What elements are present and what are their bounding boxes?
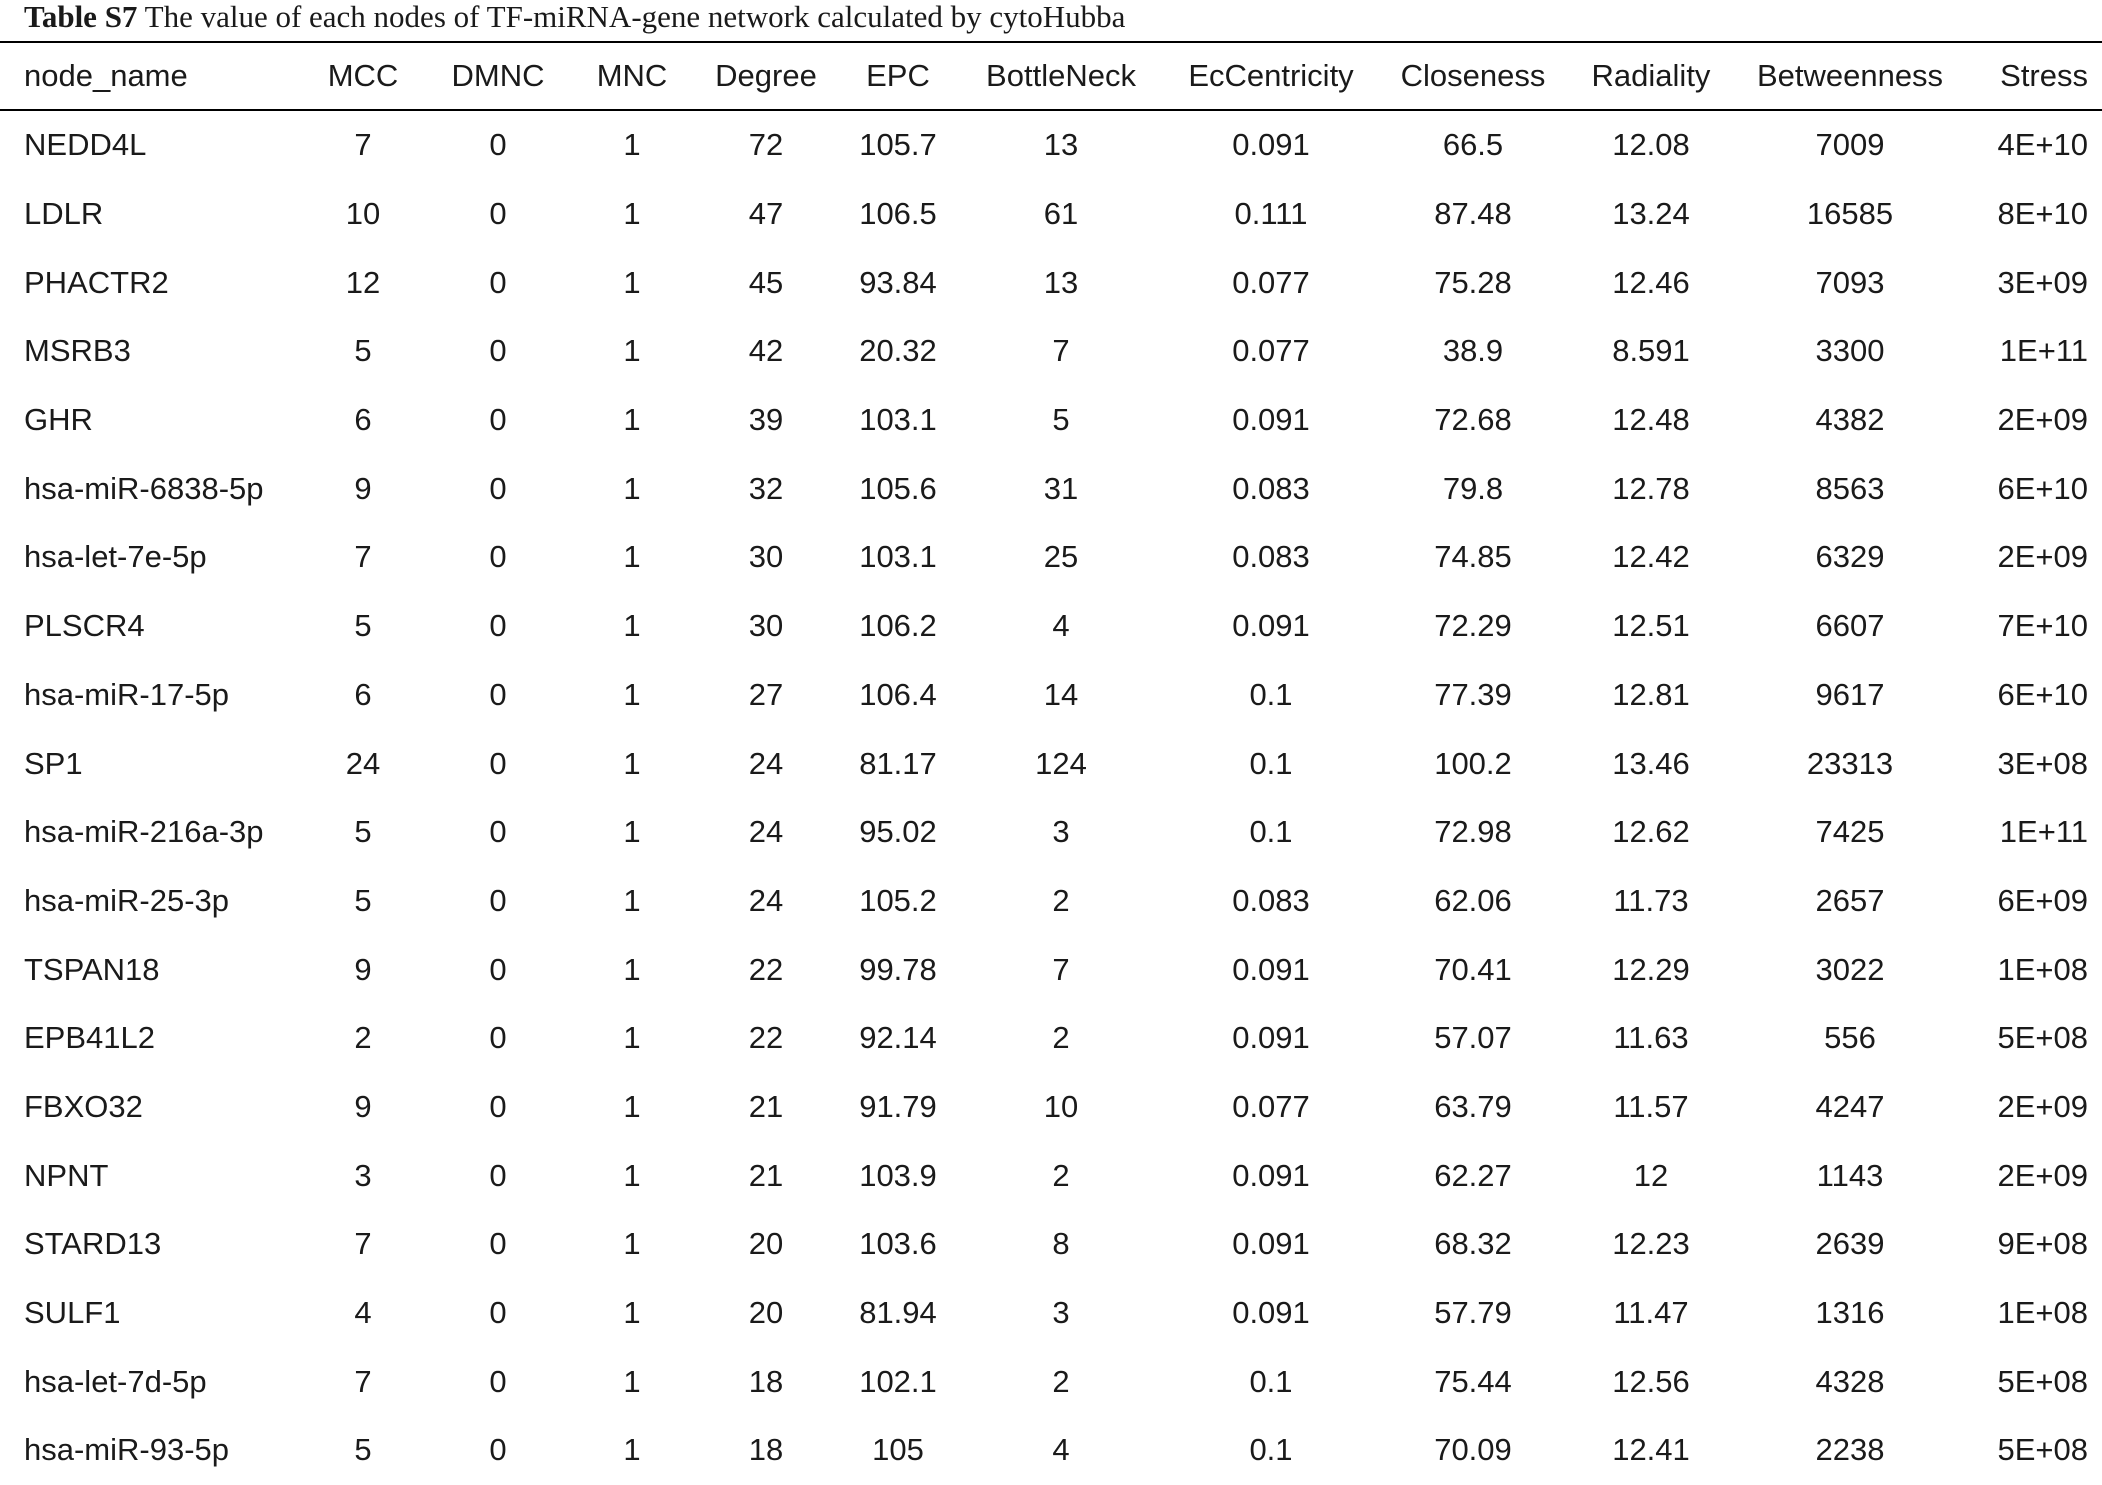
cell-node-name: GHR	[24, 402, 93, 438]
table-row	[0, 935, 2102, 1004]
cell-mnc: 1	[623, 196, 641, 232]
table-row	[0, 592, 2102, 661]
column-header-stress: Stress	[2000, 58, 2088, 93]
cell-radiality: 12.29	[1612, 951, 1690, 987]
cell-closeness: 70.41	[1434, 951, 1512, 987]
cell-node-name: STARD13	[24, 1226, 162, 1262]
column-header-eccentricity: EcCentricity	[1188, 58, 1354, 93]
cell-eccentricity: 0.091	[1232, 402, 1310, 438]
cell-mcc: 6	[354, 676, 372, 712]
cell-bottleneck: 61	[1043, 196, 1079, 232]
cell-closeness: 70.09	[1434, 1432, 1512, 1468]
cell-closeness: 79.8	[1442, 470, 1504, 506]
table-row	[0, 867, 2102, 936]
cell-mcc: 5	[354, 608, 372, 644]
cell-radiality: 12.42	[1612, 539, 1690, 575]
cell-closeness: 62.27	[1434, 1157, 1512, 1193]
cell-eccentricity: 0.1	[1249, 814, 1293, 850]
cell-degree: 18	[748, 1432, 784, 1468]
cell-eccentricity: 0.1	[1249, 1363, 1293, 1399]
table-row	[0, 1347, 2102, 1416]
cell-epc: 105.7	[859, 127, 937, 163]
cell-closeness: 63.79	[1434, 1088, 1512, 1124]
cell-dmnc: 0	[489, 608, 507, 644]
cell-betweenness: 8563	[1815, 470, 1885, 506]
cell-closeness: 87.48	[1434, 196, 1512, 232]
cell-mcc: 7	[354, 127, 372, 163]
cell-bottleneck: 2	[1052, 1157, 1070, 1193]
cell-stress: 5E+08	[1997, 1432, 2088, 1468]
cell-node-name: PHACTR2	[24, 264, 169, 300]
cell-epc: 93.84	[859, 264, 937, 300]
cell-mnc: 1	[623, 814, 641, 850]
cell-stress: 1E+11	[1999, 814, 2088, 850]
cell-radiality: 12	[1633, 1157, 1669, 1193]
cell-bottleneck: 5	[1052, 402, 1070, 438]
cell-stress: 6E+10	[1997, 470, 2088, 506]
cell-degree: 45	[748, 264, 784, 300]
cell-degree: 30	[748, 539, 784, 575]
cell-dmnc: 0	[489, 1020, 507, 1056]
cell-radiality: 13.24	[1612, 196, 1690, 232]
cell-radiality: 12.41	[1612, 1432, 1690, 1468]
cell-betweenness: 1143	[1816, 1157, 1884, 1193]
cell-mnc: 1	[623, 127, 641, 163]
cell-mcc: 4	[354, 1295, 372, 1331]
cell-mnc: 1	[623, 745, 641, 781]
cell-epc: 106.2	[859, 608, 937, 644]
cell-bottleneck: 3	[1052, 1295, 1070, 1331]
cell-dmnc: 0	[489, 127, 507, 163]
table-row	[0, 386, 2102, 455]
cell-mcc: 5	[354, 333, 372, 369]
cell-eccentricity: 0.1	[1249, 745, 1293, 781]
cell-radiality: 11.63	[1613, 1020, 1689, 1056]
cell-dmnc: 0	[489, 402, 507, 438]
cell-radiality: 12.62	[1612, 814, 1690, 850]
cell-eccentricity: 0.1	[1249, 1432, 1293, 1468]
cell-degree: 21	[748, 1088, 784, 1124]
cell-betweenness: 6329	[1815, 539, 1885, 575]
cell-dmnc: 0	[489, 1088, 507, 1124]
cell-bottleneck: 4	[1052, 1432, 1070, 1468]
cell-closeness: 38.9	[1442, 333, 1504, 369]
cell-mcc: 7	[354, 1226, 372, 1262]
cell-degree: 39	[748, 402, 784, 438]
cell-epc: 103.6	[859, 1226, 937, 1262]
cell-degree: 30	[748, 608, 784, 644]
cell-bottleneck: 8	[1052, 1226, 1070, 1262]
cell-eccentricity: 0.091	[1232, 1295, 1310, 1331]
cell-epc: 95.02	[859, 814, 937, 850]
column-header-radiality: Radiality	[1591, 58, 1711, 93]
cell-closeness: 77.39	[1434, 676, 1512, 712]
cell-epc: 105	[872, 1432, 924, 1468]
cell-epc: 103.1	[859, 402, 937, 438]
cell-closeness: 66.5	[1442, 127, 1504, 163]
cell-dmnc: 0	[489, 470, 507, 506]
cell-radiality: 11.73	[1613, 882, 1689, 918]
column-header-bottleneck: BottleNeck	[986, 58, 1136, 93]
cell-mcc: 24	[345, 745, 381, 781]
cell-stress: 1E+08	[1997, 951, 2088, 987]
cell-radiality: 13.46	[1612, 745, 1690, 781]
cell-closeness: 57.79	[1434, 1295, 1512, 1331]
cell-betweenness: 2639	[1815, 1226, 1885, 1262]
cell-node-name: MSRB3	[24, 333, 131, 369]
cell-radiality: 12.78	[1612, 470, 1690, 506]
cell-mcc: 5	[354, 1432, 372, 1468]
cell-dmnc: 0	[489, 1157, 507, 1193]
cell-mnc: 1	[623, 470, 641, 506]
cell-betweenness: 4382	[1815, 402, 1885, 438]
cell-closeness: 57.07	[1434, 1020, 1512, 1056]
table-row	[0, 454, 2102, 523]
cell-closeness: 74.85	[1434, 539, 1512, 575]
table-row	[0, 1141, 2102, 1210]
cell-node-name: NPNT	[24, 1157, 109, 1193]
cell-eccentricity: 0.083	[1232, 539, 1310, 575]
cell-epc: 91.79	[859, 1088, 937, 1124]
cell-bottleneck: 2	[1052, 882, 1070, 918]
cell-betweenness: 3300	[1815, 333, 1885, 369]
cell-eccentricity: 0.091	[1232, 127, 1310, 163]
table-caption-text: The value of each nodes of TF-miRNA-gene network calculated by cytoHubba	[137, 0, 1126, 34]
cell-eccentricity: 0.091	[1232, 1157, 1310, 1193]
cell-betweenness: 7093	[1815, 264, 1885, 300]
cell-radiality: 8.591	[1612, 333, 1690, 369]
table-row	[0, 180, 2102, 249]
table-row	[0, 661, 2102, 730]
cell-closeness: 72.98	[1434, 814, 1512, 850]
cell-bottleneck: 31	[1043, 470, 1079, 506]
cell-node-name: hsa-miR-17-5p	[24, 676, 230, 712]
cell-closeness: 75.28	[1434, 264, 1512, 300]
cell-stress: 3E+09	[1997, 264, 2088, 300]
cell-stress: 5E+08	[1997, 1020, 2088, 1056]
cell-epc: 103.1	[859, 539, 937, 575]
table-row	[0, 1416, 2102, 1485]
cell-eccentricity: 0.077	[1232, 1088, 1310, 1124]
cell-stress: 7E+10	[1997, 608, 2088, 644]
cell-epc: 81.94	[859, 1295, 937, 1331]
column-header-mnc: MNC	[596, 58, 668, 93]
cell-epc: 105.2	[859, 882, 937, 918]
cell-betweenness: 23313	[1806, 745, 1894, 781]
cell-betweenness: 2657	[1815, 882, 1885, 918]
cell-degree: 24	[748, 882, 784, 918]
cell-betweenness: 3022	[1815, 951, 1885, 987]
cell-closeness: 62.06	[1434, 882, 1512, 918]
cell-node-name: hsa-miR-93-5p	[24, 1432, 230, 1468]
cell-dmnc: 0	[489, 1226, 507, 1262]
cell-dmnc: 0	[489, 882, 507, 918]
cell-bottleneck: 10	[1043, 1088, 1079, 1124]
cell-stress: 9E+08	[1997, 1226, 2088, 1262]
cell-mnc: 1	[623, 1226, 641, 1262]
cell-betweenness: 9617	[1815, 676, 1885, 712]
column-header-dmnc: DMNC	[451, 58, 545, 93]
cell-eccentricity: 0.083	[1232, 470, 1310, 506]
cell-mnc: 1	[623, 402, 641, 438]
cell-node-name: hsa-let-7d-5p	[24, 1363, 207, 1399]
cell-node-name: SULF1	[24, 1295, 121, 1331]
cell-betweenness: 6607	[1815, 608, 1885, 644]
cell-node-name: hsa-miR-25-3p	[24, 882, 230, 918]
cell-bottleneck: 7	[1052, 333, 1070, 369]
cell-stress: 2E+09	[1997, 1157, 2088, 1193]
cell-degree: 24	[748, 814, 784, 850]
table-row	[0, 523, 2102, 592]
cell-radiality: 12.56	[1612, 1363, 1690, 1399]
cell-mcc: 5	[354, 882, 372, 918]
cell-eccentricity: 0.091	[1232, 1020, 1310, 1056]
cell-epc: 106.4	[859, 676, 937, 712]
cell-dmnc: 0	[489, 264, 507, 300]
cell-degree: 21	[748, 1157, 784, 1193]
cell-epc: 103.9	[859, 1157, 937, 1193]
cell-node-name: hsa-miR-6838-5p	[24, 470, 264, 506]
cell-node-name: PLSCR4	[24, 608, 145, 644]
table-row	[0, 248, 2102, 317]
cell-radiality: 12.81	[1612, 676, 1690, 712]
cell-degree: 27	[748, 676, 784, 712]
cell-mcc: 2	[354, 1020, 372, 1056]
cell-dmnc: 0	[489, 196, 507, 232]
cell-eccentricity: 0.091	[1232, 951, 1310, 987]
cell-betweenness: 7425	[1815, 814, 1885, 850]
cell-eccentricity: 0.091	[1232, 1226, 1310, 1262]
cell-node-name: EPB41L2	[24, 1020, 155, 1056]
cell-closeness: 72.68	[1434, 402, 1512, 438]
cell-epc: 106.5	[859, 196, 937, 232]
cell-degree: 22	[748, 951, 784, 987]
cell-mnc: 1	[623, 264, 641, 300]
table-row	[0, 1004, 2102, 1073]
cell-bottleneck: 25	[1043, 539, 1079, 575]
table-caption-label: Table S7	[24, 0, 138, 34]
cell-dmnc: 0	[489, 951, 507, 987]
table-caption	[24, 0, 1125, 34]
table-row	[0, 1073, 2102, 1142]
cell-epc: 99.78	[859, 951, 937, 987]
cell-betweenness: 7009	[1815, 127, 1885, 163]
cell-dmnc: 0	[489, 333, 507, 369]
cell-epc: 102.1	[859, 1363, 937, 1399]
cell-epc: 81.17	[859, 745, 937, 781]
cell-mnc: 1	[623, 333, 641, 369]
cell-stress: 2E+09	[1997, 1088, 2088, 1124]
table-row	[0, 110, 2102, 180]
node-values-table	[0, 41, 2102, 1485]
cell-mnc: 1	[623, 608, 641, 644]
cell-mcc: 7	[354, 539, 372, 575]
cell-mnc: 1	[623, 951, 641, 987]
cell-mcc: 9	[354, 470, 372, 506]
cell-mnc: 1	[623, 676, 641, 712]
cell-betweenness: 4328	[1815, 1363, 1885, 1399]
cell-bottleneck: 14	[1043, 676, 1079, 712]
cell-eccentricity: 0.077	[1232, 264, 1310, 300]
cell-degree: 72	[748, 127, 784, 163]
cell-closeness: 100.2	[1434, 745, 1512, 781]
cell-bottleneck: 13	[1043, 127, 1079, 163]
table-row	[0, 1210, 2102, 1279]
cell-degree: 47	[748, 196, 784, 232]
table-row	[0, 317, 2102, 386]
cell-stress: 6E+09	[1997, 882, 2088, 918]
cell-node-name: FBXO32	[24, 1088, 143, 1124]
column-header-epc: EPC	[866, 58, 930, 93]
cell-epc: 92.14	[859, 1020, 937, 1056]
cell-mcc: 5	[354, 814, 372, 850]
cell-radiality: 12.08	[1612, 127, 1690, 163]
cell-node-name: LDLR	[24, 196, 104, 232]
column-header-node-name: node_name	[24, 58, 188, 93]
column-header-degree: Degree	[715, 58, 817, 93]
cell-radiality: 12.46	[1612, 264, 1690, 300]
cell-node-name: SP1	[24, 745, 83, 781]
cell-bottleneck: 4	[1052, 608, 1070, 644]
cell-eccentricity: 0.083	[1232, 882, 1310, 918]
cell-radiality: 11.57	[1613, 1088, 1689, 1124]
cell-mcc: 10	[345, 196, 381, 232]
cell-node-name: TSPAN18	[24, 951, 160, 987]
cell-bottleneck: 13	[1043, 264, 1079, 300]
cell-dmnc: 0	[489, 1432, 507, 1468]
cell-epc: 105.6	[859, 470, 937, 506]
cell-stress: 3E+08	[1997, 745, 2088, 781]
cell-bottleneck: 3	[1052, 814, 1070, 850]
cell-degree: 42	[748, 333, 784, 369]
cell-stress: 1E+08	[1997, 1295, 2088, 1331]
cell-stress: 2E+09	[1997, 539, 2088, 575]
cell-stress: 4E+10	[1997, 127, 2088, 163]
cell-mcc: 9	[354, 1088, 372, 1124]
cell-bottleneck: 7	[1052, 951, 1070, 987]
column-header-closeness: Closeness	[1400, 58, 1546, 93]
table-container	[0, 41, 2102, 1485]
table-row	[0, 798, 2102, 867]
cell-stress: 1E+11	[1999, 333, 2088, 369]
cell-mnc: 1	[623, 1157, 641, 1193]
cell-eccentricity: 0.077	[1232, 333, 1310, 369]
table-row	[0, 729, 2102, 798]
cell-degree: 32	[748, 470, 784, 506]
cell-mcc: 7	[354, 1363, 372, 1399]
cell-mcc: 9	[354, 951, 372, 987]
cell-mcc: 12	[345, 264, 381, 300]
table-body	[0, 110, 2102, 1485]
cell-degree: 18	[748, 1363, 784, 1399]
cell-betweenness: 1316	[1815, 1295, 1885, 1331]
cell-mnc: 1	[623, 882, 641, 918]
cell-node-name: NEDD4L	[24, 127, 147, 163]
cell-degree: 20	[748, 1295, 784, 1331]
cell-stress: 2E+09	[1997, 402, 2088, 438]
cell-dmnc: 0	[489, 1295, 507, 1331]
cell-betweenness: 2238	[1815, 1432, 1885, 1468]
cell-stress: 8E+10	[1997, 196, 2088, 232]
cell-mnc: 1	[623, 1020, 641, 1056]
cell-radiality: 12.48	[1612, 402, 1690, 438]
cell-bottleneck: 2	[1052, 1363, 1070, 1399]
cell-dmnc: 0	[489, 676, 507, 712]
cell-closeness: 68.32	[1434, 1226, 1512, 1262]
cell-dmnc: 0	[489, 1363, 507, 1399]
cell-bottleneck: 124	[1035, 745, 1087, 781]
table-header-row	[0, 42, 2102, 110]
cell-mcc: 6	[354, 402, 372, 438]
cell-degree: 20	[748, 1226, 784, 1262]
cell-closeness: 75.44	[1434, 1363, 1512, 1399]
cell-dmnc: 0	[489, 539, 507, 575]
cell-mnc: 1	[623, 1363, 641, 1399]
cell-mnc: 1	[623, 1432, 641, 1468]
cell-closeness: 72.29	[1434, 608, 1512, 644]
cell-node-name: hsa-let-7e-5p	[24, 539, 207, 575]
cell-node-name: hsa-miR-216a-3p	[24, 814, 264, 850]
cell-betweenness: 16585	[1806, 196, 1894, 232]
cell-degree: 22	[748, 1020, 784, 1056]
cell-betweenness: 556	[1824, 1020, 1876, 1056]
cell-radiality: 12.51	[1612, 608, 1690, 644]
cell-dmnc: 0	[489, 814, 507, 850]
cell-stress: 5E+08	[1997, 1363, 2088, 1399]
cell-mcc: 3	[354, 1157, 372, 1193]
table-row	[0, 1279, 2102, 1348]
cell-radiality: 11.47	[1613, 1295, 1689, 1331]
cell-eccentricity: 0.1	[1249, 676, 1293, 712]
cell-mnc: 1	[623, 1088, 641, 1124]
cell-eccentricity: 0.091	[1232, 608, 1310, 644]
column-header-mcc: MCC	[327, 58, 399, 93]
cell-radiality: 12.23	[1612, 1226, 1690, 1262]
cell-mnc: 1	[623, 539, 641, 575]
cell-degree: 24	[748, 745, 784, 781]
cell-betweenness: 4247	[1815, 1088, 1885, 1124]
column-header-betweenness: Betweenness	[1756, 58, 1944, 93]
cell-mnc: 1	[623, 1295, 641, 1331]
cell-bottleneck: 2	[1052, 1020, 1070, 1056]
cell-epc: 20.32	[859, 333, 937, 369]
cell-stress: 6E+10	[1997, 676, 2088, 712]
cell-dmnc: 0	[489, 745, 507, 781]
cell-eccentricity: 0.111	[1234, 196, 1308, 232]
